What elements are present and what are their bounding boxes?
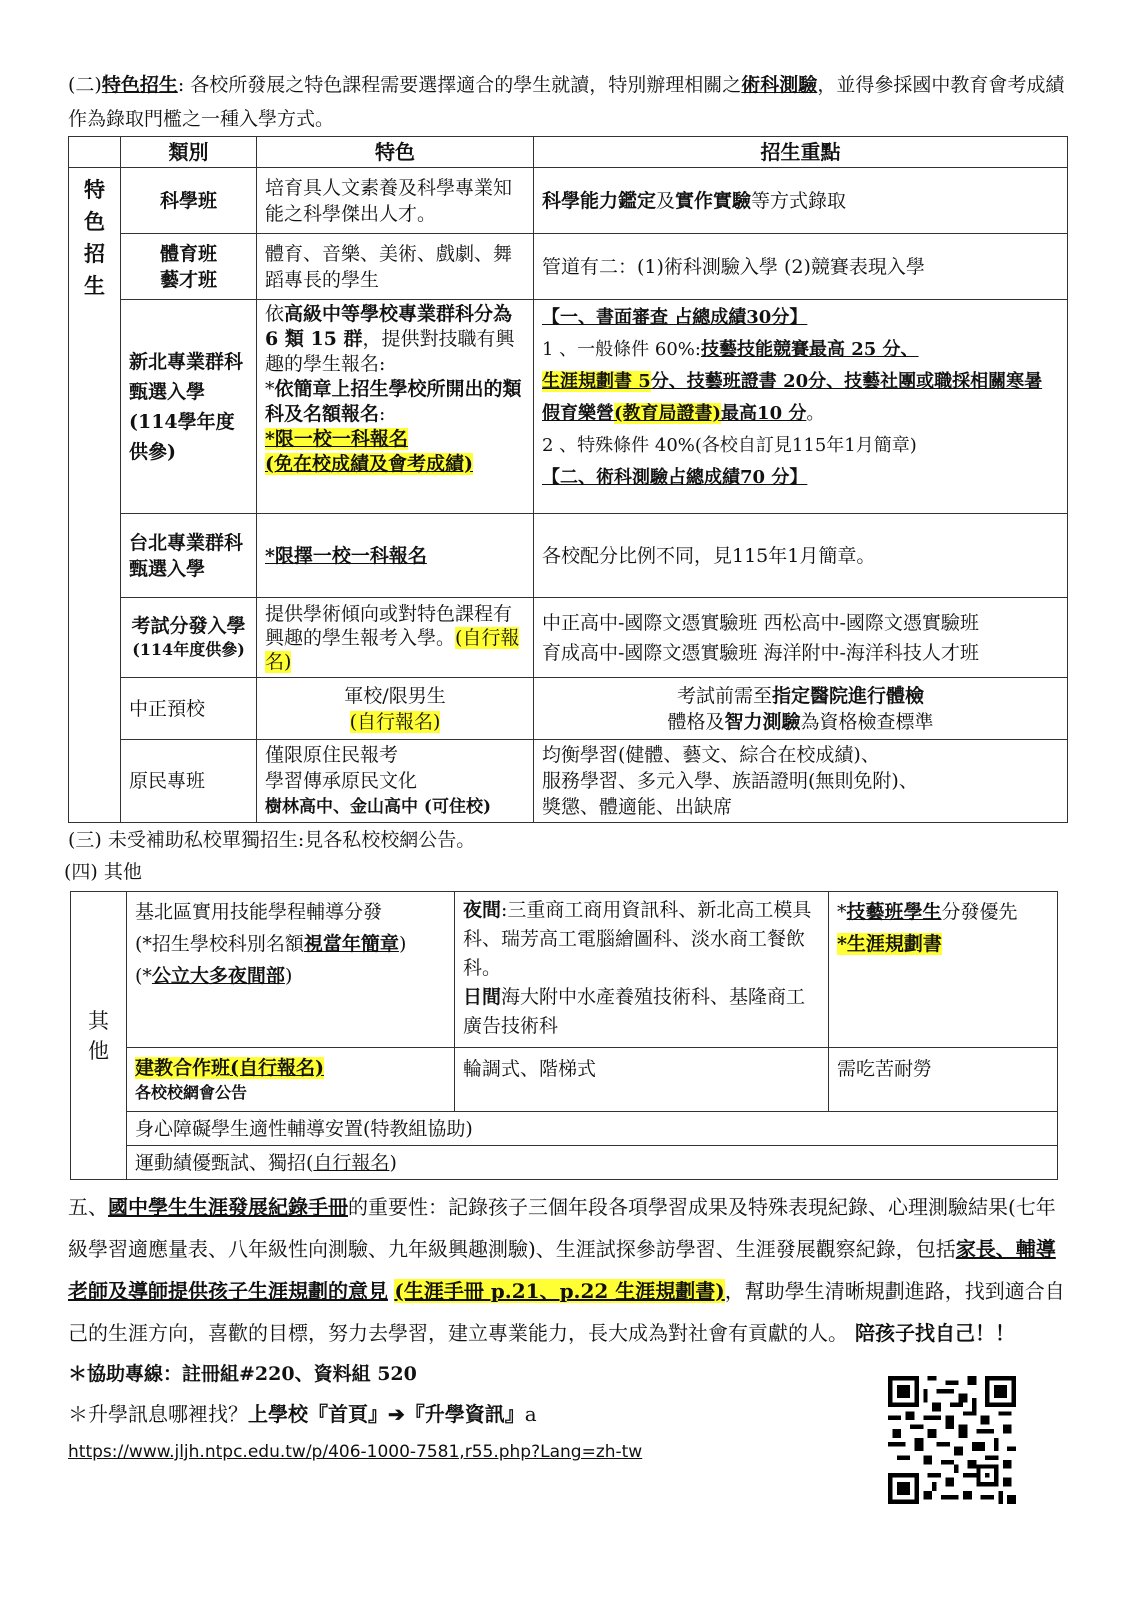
other-b2 [463, 983, 820, 1041]
s5-c: 的重要性：記錄孩子三個年段各項學習成果及特殊表現紀錄、心理測驗結果(七年級學習適應量表、八年級性向測驗、九年級興趣測驗)、生涯試探參訪學習、生涯發展觀察紀錄，包括 [68, 1195, 1056, 1261]
f1a: 依 [265, 303, 285, 325]
category-exam [121, 598, 257, 678]
category-science: 科學班 [121, 168, 257, 234]
category-newtaipei-2: (114學年度供參) [129, 410, 235, 463]
other-c1b: 技藝班學生 [846, 901, 942, 923]
focus-ind-2: 服務學習、多元入學、族語證明(無則免附)、 [542, 770, 918, 792]
hotline: ＊協助專線：註冊組#220、資料組 520 [68, 1363, 417, 1385]
s5-a: 五、 [68, 1195, 108, 1219]
other-a1: 基北區實用技能學程輔導分發 [135, 901, 383, 923]
other-special: 身心障礙學生適性輔導安置(特教組協助) [127, 1112, 1058, 1146]
s5-f: (生涯手冊 p.21、p.22 生涯規劃書) [394, 1279, 725, 1303]
s5-b: 國中學生生涯發展紀錄手冊 [108, 1195, 348, 1219]
category-sports-2: 藝才班 [159, 268, 217, 291]
focus-exam-1: 中正高中-國際文憑實驗班 西松高中-國際文憑實驗班 [542, 611, 979, 634]
f2a: * [265, 378, 275, 400]
s5-h: 陪孩子找自己！！ [848, 1321, 1015, 1345]
other-a3 [135, 960, 446, 992]
other-b1a: 夜間 [463, 899, 502, 921]
r3a: 生涯規劃書 5 [542, 371, 651, 392]
r4: 2 、特殊條件 40%(各校自訂見115年1月簡章) [542, 435, 917, 456]
category-indigenous: 原民專班 [121, 740, 257, 823]
r3d: 最高10 分 [721, 403, 807, 424]
focus-zz-1b: 指定醫院進行體檢 [772, 684, 925, 707]
feature-ind-2: 學習傳承原民文化 [265, 770, 418, 792]
category-exam-1: 考試分發入學 [131, 614, 246, 637]
section-four: (四) 其他 [64, 861, 142, 883]
focus-zz-2b: 智力測驗 [724, 710, 801, 733]
table-header-row [69, 137, 1068, 168]
r3e: 。 [806, 403, 825, 424]
table-row-newtaipei [69, 300, 1068, 514]
info-a: ＊升學訊息哪裡找？ [68, 1402, 248, 1426]
side-label-other-text: 其他 [88, 1008, 109, 1063]
intro-title: 特色招生 [101, 74, 178, 96]
feature-taipei: *限擇一校一科報名 [257, 514, 534, 598]
focus-zz-2a: 體格及 [667, 710, 725, 733]
f3: *限一校一科報名 [265, 428, 408, 450]
f1c: ，提供對技職有興趣的學生報名: [265, 328, 515, 375]
header-focus: 招生重點 [534, 137, 1068, 168]
r2a: 1 、一般條件 60%: [542, 339, 701, 360]
category-exam-2: (114年度供參) [132, 639, 245, 659]
intro-exam: 術科測驗 [741, 74, 818, 96]
focus-zhongzheng [534, 678, 1068, 740]
r2b: 技藝技能競賽最高 25 分、 [700, 339, 919, 360]
feature-zhongzheng [257, 678, 534, 740]
feature-ind-1: 僅限原住民報考 [265, 744, 399, 766]
header-blank [69, 137, 121, 168]
other-c1c: 分發優先 [941, 901, 1018, 923]
other-b1 [463, 896, 820, 983]
side-label-other [71, 892, 127, 1180]
other-a3c: ) [284, 965, 293, 987]
other-a2c: ) [398, 933, 407, 955]
other-priority [829, 892, 1058, 1048]
focus-science-a: 科學能力鑑定 [542, 189, 657, 212]
other-row-2 [71, 1048, 1058, 1112]
other-a2a: (*招生學校科別名額 [135, 933, 304, 955]
focus-indigenous [534, 740, 1068, 823]
section-three: (三) 未受補助私校單獨招生:見各私校校網公告。 [68, 829, 476, 851]
focus-ind-3: 獎懲、體適能、出缺席 [542, 796, 733, 818]
header-feature: 特色 [257, 137, 534, 168]
category-taipei: 台北專業群科甄選入學 [121, 514, 257, 598]
focus-science [534, 168, 1068, 234]
f4: (免在校成績及會考成績) [265, 453, 473, 475]
special-admission-table [68, 136, 1068, 823]
info-b: 上學校『首頁』➔『升學資訊』 [248, 1402, 525, 1426]
info-c: a [524, 1402, 537, 1426]
feature-exam-hl: (自行報名) [265, 626, 520, 673]
side-label-special [69, 168, 121, 823]
document-page [64, 68, 1068, 1467]
info-url-link[interactable]: https://www.jljh.ntpc.edu.tw/p/406-1000-7581,r55.php?Lang=zh-tw [68, 1442, 643, 1462]
other-row-4 [71, 1146, 1058, 1180]
focus-zz-1a: 考試前需至 [676, 684, 772, 707]
other-c2: *生涯規劃書 [837, 933, 942, 955]
other-sports-a: 運動績優甄試、獨招( [135, 1151, 314, 1174]
f2c: : [379, 403, 386, 425]
focus-exam [534, 598, 1068, 678]
other-practical [127, 892, 455, 1048]
s5-g: ，幫助學生清晰規劃進路，找到適合自己的生涯方向，喜歡的目標，努力去學習，建立專業能力，長大成為對社會有貢獻的人。 [68, 1279, 1065, 1345]
intro-prefix: (二) [68, 74, 102, 96]
other-a3a: (* [135, 965, 152, 987]
table-row-science [69, 168, 1068, 234]
table-row-indigenous [69, 740, 1068, 823]
other-c1a: * [837, 901, 847, 923]
other-schools [455, 892, 829, 1048]
feature-science: 培育具人文素養及科學專業知能之科學傑出人才。 [257, 168, 534, 234]
qr-code-icon [888, 1376, 1016, 1504]
f1b: 高級中等學校專業群科分為 6 類 15 群 [265, 303, 513, 350]
feature-exam-text: 提供學術傾向或對特色課程有興趣的學生報考入學。 [265, 602, 513, 649]
feature-sports: 體育、音樂、美術、戲劇、舞蹈專長的學生 [257, 234, 534, 300]
focus-zz-2c: 為資格檢查標準 [800, 710, 934, 733]
table-row-exam [69, 598, 1068, 678]
header-category: 類別 [121, 137, 257, 168]
focus-taipei: 各校配分比例不同，見115年1月簡章。 [534, 514, 1068, 598]
category-sports-1: 體育班 [159, 242, 217, 265]
r1: 【一、書面審查 占總成績30分】 [542, 307, 808, 328]
other-a2b: 視當年簡章 [303, 933, 399, 955]
intro-text: : 各校所發展之特色課程需要選擇適合的學生就讀，特別辦理相關之 [177, 74, 742, 96]
other-coop-type: 輪調式、階梯式 [455, 1048, 829, 1112]
side-label-text: 特色招生 [84, 177, 105, 298]
focus-zz-2 [542, 709, 1059, 735]
focus-science-c: 實作實驗 [675, 189, 752, 212]
other-sports [127, 1146, 1058, 1180]
other-c1 [837, 896, 1049, 928]
table-row-zhongzheng [69, 678, 1068, 740]
r3c: (教育局證書) [614, 403, 722, 424]
focus-sports: 管道有二：(1)術科測驗入學 (2)競賽表現入學 [534, 234, 1068, 300]
other-a3b: 公立大多夜間部 [151, 965, 285, 987]
category-sports [121, 234, 257, 300]
table-row-taipei [69, 514, 1068, 598]
focus-science-d: 等方式錄取 [751, 189, 847, 212]
r5: 【二、術科測驗占總成績70 分】 [542, 467, 808, 488]
r3 [542, 366, 1059, 430]
other-coop-b: (自行報名) [230, 1057, 324, 1079]
other-row-3 [71, 1112, 1058, 1146]
other-sports-u: 自行報名 [313, 1151, 390, 1174]
other-sports-end: ) [389, 1151, 397, 1174]
focus-ind-1: 均衡學習(健體、藝文、綜合在校成績)、 [542, 744, 880, 766]
r3b: 分、技藝班證書 20分、技藝社團或職採相關寒暑假育樂營 [542, 371, 1043, 424]
other-coop [127, 1048, 455, 1112]
other-row-1 [71, 892, 1058, 1048]
feature-zz-2: (自行報名) [349, 710, 441, 733]
focus-exam-2: 育成高中-國際文憑實驗班 海洋附中-海洋科技人才班 [542, 641, 979, 664]
focus-zz-1 [542, 683, 1059, 709]
intro-paragraph [68, 68, 1068, 136]
feature-indigenous [257, 740, 534, 823]
category-zhongzheng: 中正預校 [121, 678, 257, 740]
category-newtaipei [121, 300, 257, 514]
other-coop-c: 各校校網會公告 [135, 1083, 248, 1102]
section-five [68, 1186, 1068, 1354]
table-row-sports [69, 234, 1068, 300]
other-coop-a: 建教合作班 [135, 1057, 231, 1079]
other-b2b: 海大附中水產養殖技術科、基隆商工廣告技術科 [463, 986, 806, 1037]
other-a2 [135, 928, 446, 960]
other-b1b: :三重商工商用資訊科、新北高工模具科、瑞芳高工電腦繪圖科、淡水商工餐飲科。 [463, 899, 812, 979]
feature-newtaipei [257, 300, 534, 514]
other-b2a: 日間 [463, 986, 502, 1008]
focus-science-b: 及 [656, 189, 676, 212]
category-newtaipei-1: 新北專業群科甄選入學 [129, 350, 244, 403]
feature-zz-1: 軍校/限男生 [344, 684, 446, 707]
feature-ind-3: 樹林高中、金山高中 (可住校) [265, 797, 492, 817]
focus-newtaipei [534, 300, 1068, 514]
other-coop-note: 需吃苦耐勞 [829, 1048, 1058, 1112]
other-table [70, 891, 1058, 1180]
s5-d: 家長、輔導老師及導師提供孩子生涯規劃的意見 [68, 1237, 1056, 1303]
intro-text-end: ，並得參採國中教育會考成績作為錄取門檻之一種入學方式。 [68, 74, 1065, 130]
f2b: 依簡章上招生學校所開出的類科及名額報名 [265, 378, 522, 425]
feature-exam [257, 598, 534, 678]
r2 [542, 334, 1059, 366]
